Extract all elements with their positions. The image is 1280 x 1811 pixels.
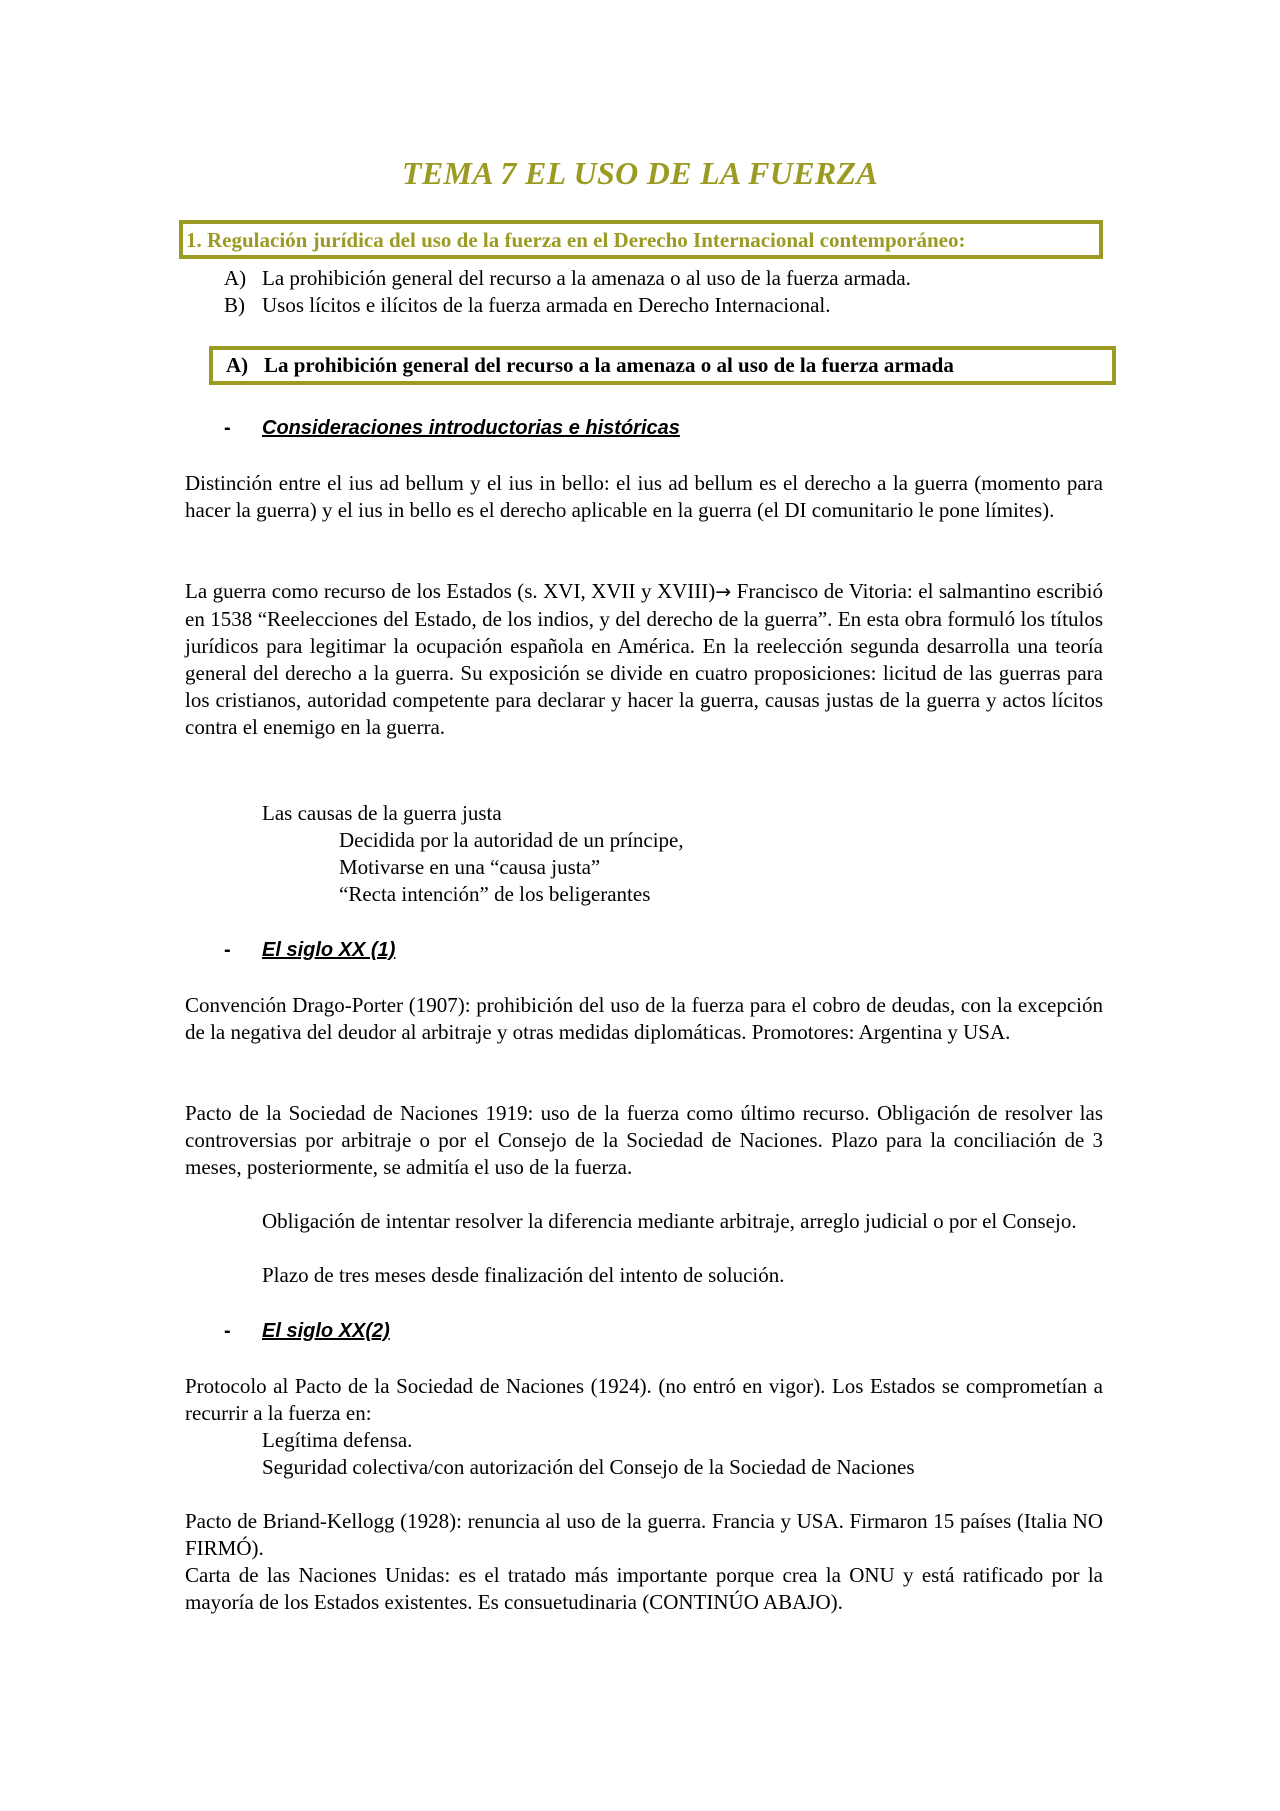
page-title: TEMA 7 EL USO DE LA FUERZA (401, 155, 879, 191)
sub3-heading-row (224, 1317, 390, 1345)
paragraph-text: Francisco de Vitoria: el salmantino escribió en 1538 “Reelecciones del Estado, de los indios, y del derecho de la guerra”. En esta obra formuló los títulos jurídicos para legitimar la ocupación española en América. En la reelección segunda desarrolla una teoría general del derecho a la guerra. Su exposición se divide en cuatro proposiciones: licitud de las guerras para los cristianos, autoridad competente para declarar y hacer la guerra, causas justas de la guerra y actos lícitos contra el enemigo en la guerra. (185, 579, 1103, 739)
list-marker: B) (224, 293, 245, 317)
sub2-heading: El siglo XX (1) (262, 939, 396, 961)
list-marker: A) (224, 266, 247, 290)
list-item-text: La prohibición general del recurso a la amenaza o al uso de la fuerza armada. (262, 266, 911, 290)
sub3-paragraph-3: Carta de las Naciones Unidas: es el tratado más importante porque crea la ONU y está ratificado por la mayoría de los Estados existentes. Es consuetudinaria (CONTINÚO ABAJO). (185, 1563, 1103, 1614)
arrow-right-icon: → (715, 581, 732, 603)
sub2-paragraph-2: Pacto de la Sociedad de Naciones 1919: uso de la fuerza como último recurso. Obligación de resolver las controversias por arbitraje o por el Consejo de la Sociedad de Naciones. Plazo para la conciliación de 3 meses, posteriormente, se admitía el uso de la fuerza. (185, 1101, 1103, 1179)
sub2-heading-row (224, 936, 395, 964)
section1-item-a (224, 265, 911, 292)
section-marker: A) (226, 353, 249, 377)
sub1-list-title: Las causas de la guerra justa (262, 801, 502, 825)
list-item-text: Usos lícitos e ilícitos de la fuerza armada en Derecho Internacional. (262, 293, 831, 317)
sub3-heading: El siglo XX(2) (262, 1320, 390, 1342)
sectionA-heading (226, 353, 954, 378)
sub2-paragraph-1: Convención Drago-Porter (1907): prohibición del uso de la fuerza para el cobro de deudas, con la excepción de la negativa del deudor al arbitraje y otras medidas diplomáticas. Promotores: Argentina y USA. (185, 993, 1103, 1044)
section-heading-text: La prohibición general del recurso a la amenaza o al uso de la fuerza armada (264, 353, 954, 377)
sub3-paragraph-1: Protocolo al Pacto de la Sociedad de Naciones (1924). (no entró en vigor). Los Estados se comprometían a recurrir a la fuerza en: (185, 1374, 1103, 1425)
sub2-indent-2: Plazo de tres meses desde finalización del intento de solución. (262, 1263, 785, 1287)
section1-item-b (224, 292, 831, 319)
sub1-list-item: Decidida por la autoridad de un príncipe, (339, 828, 684, 852)
sub1-paragraph-2 (185, 578, 1103, 741)
sub2-indent-1: Obligación de intentar resolver la diferencia mediante arbitraje, arreglo judicial o por el Consejo. (262, 1209, 1077, 1233)
sub1-list-item: “Recta intención” de los beligerantes (339, 882, 651, 906)
sub3-list-item: Legítima defensa. (262, 1428, 413, 1452)
dash-marker: - (224, 939, 231, 961)
sub3-list-item: Seguridad colectiva/con autorización del Consejo de la Sociedad de Naciones (262, 1455, 915, 1479)
paragraph-text: La guerra como recurso de los Estados (s. XVI, XVII y XVIII) (185, 579, 716, 603)
section1-heading: 1. Regulación jurídica del uso de la fuerza en el Derecho Internacional contemporáneo: (186, 228, 966, 252)
sub3-paragraph-2: Pacto de Briand-Kellogg (1928): renuncia al uso de la guerra. Francia y USA. Firmaron 15 países (Italia NO FIRMÓ). (185, 1509, 1103, 1560)
sub1-list-item: Motivarse en una “causa justa” (339, 855, 601, 879)
dash-marker: - (224, 1320, 231, 1342)
dash-marker: - (224, 417, 231, 439)
sub1-heading-row (224, 414, 680, 442)
sub1-heading: Consideraciones introductorias e históricas (262, 417, 680, 439)
sub1-paragraph-1: Distinción entre el ius ad bellum y el ius in bello: el ius ad bellum es el derecho a la guerra (momento para hacer la guerra) y el ius in bello es el derecho aplicable en la guerra (el DI comunitario le pone límites). (185, 471, 1103, 522)
